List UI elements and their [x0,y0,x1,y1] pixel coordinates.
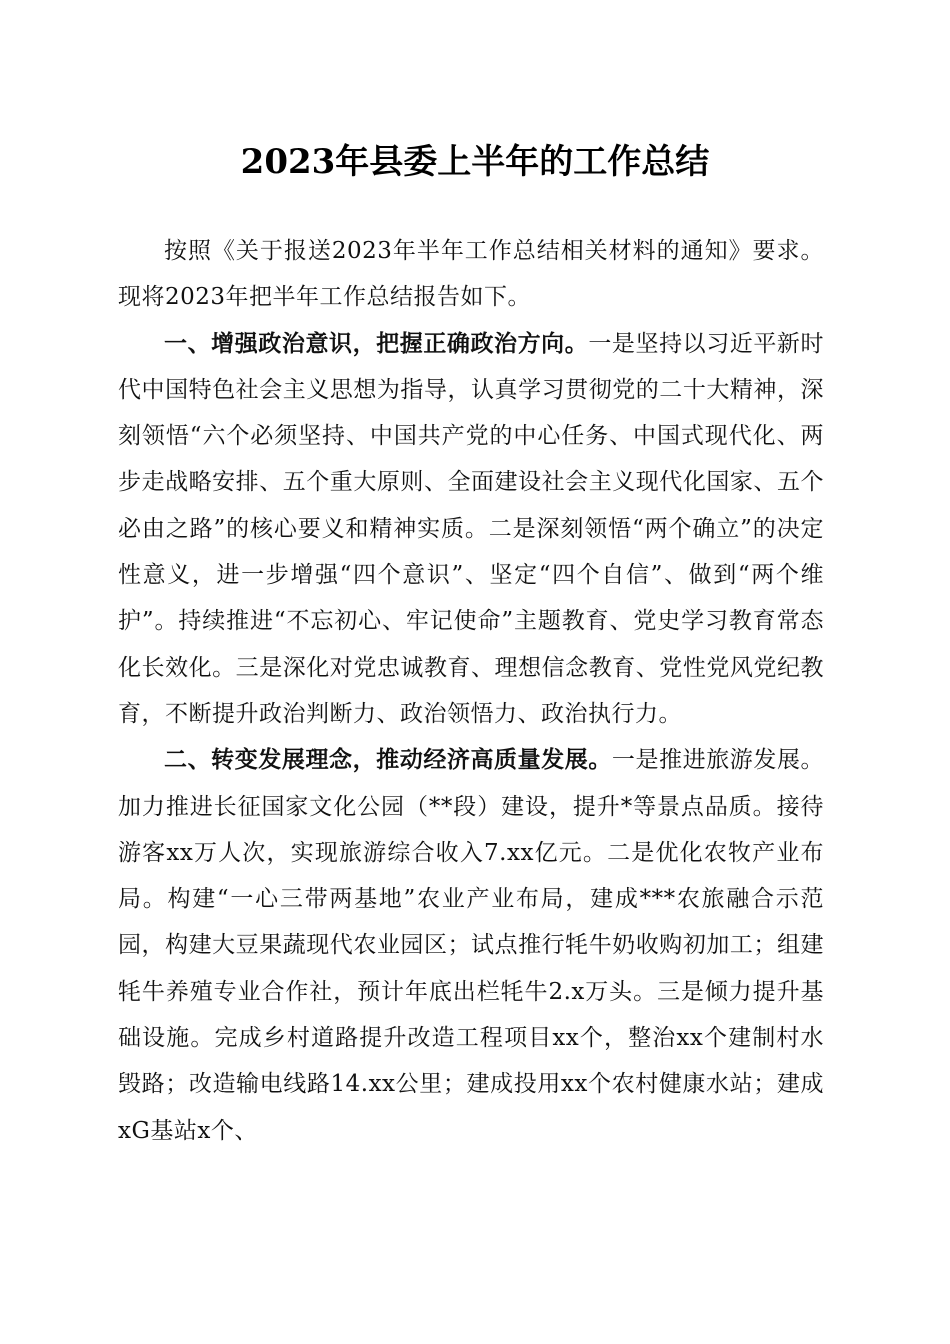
intro-paragraph [118,228,824,321]
section-two-paragraph [118,737,824,1154]
document-body [118,228,824,1154]
section-two-heading: 二、转变发展理念，推动经济高质量发展。 [164,747,612,774]
intro-paragraph-text: 按照《关于报送2023年半年工作总结相关材料的通知》要求。现将2023年把半年工作总结报告如下。 [118,238,824,311]
section-one-text: 一是坚持以习近平新时代中国特色社会主义思想为指导，认真学习贯彻党的二十大精神，深刻领悟“六个必须坚持、中国共产党的中心任务、中国式现代化、两步走战略安排、五个重大原则、全面建设社会主义现代化国家、五个必由之路”的核心要义和精神实质。二是深刻领悟“两个确立”的决定性意义，进一步增强“四个意识”、坚定“四个自信”、做到“两个维护”。持续推进“不忘初心、牢记使命”主题教育、党史学习教育常态化长效化。三是深化对党忠诚教育、理想信念教育、党性党风党纪教育，不断提升政治判断力、政治领悟力、政治执行力。 [118,330,825,727]
section-one-paragraph [118,321,824,738]
section-two-text: 一是推进旅游发展。加力推进长征国家文化公园（**段）建设，提升*等景点品质。接待游客xx万人次，实现旅游综合收入7.xx亿元。二是优化农牧产业布局。构建“一心三带两基地”农业产业布局，建成***农旅融合示范园，构建大豆果蔬现代农业园区；试点推行牦牛奶收购初加工；组建牦牛养殖专业合作社，预计年底出栏牦牛2.x万头。三是倾力提升基础设施。完成乡村道路提升改造工程项目xx个，整治xx个建制村水毁路；改造输电线路14.xx公里；建成投用xx个农村健康水站；建成xG基站x个、 [118,747,825,1144]
document-title: 2023年县委上半年的工作总结 [240,142,710,182]
section-one-heading: 一、增强政治意识，把握正确政治方向。 [164,330,589,357]
